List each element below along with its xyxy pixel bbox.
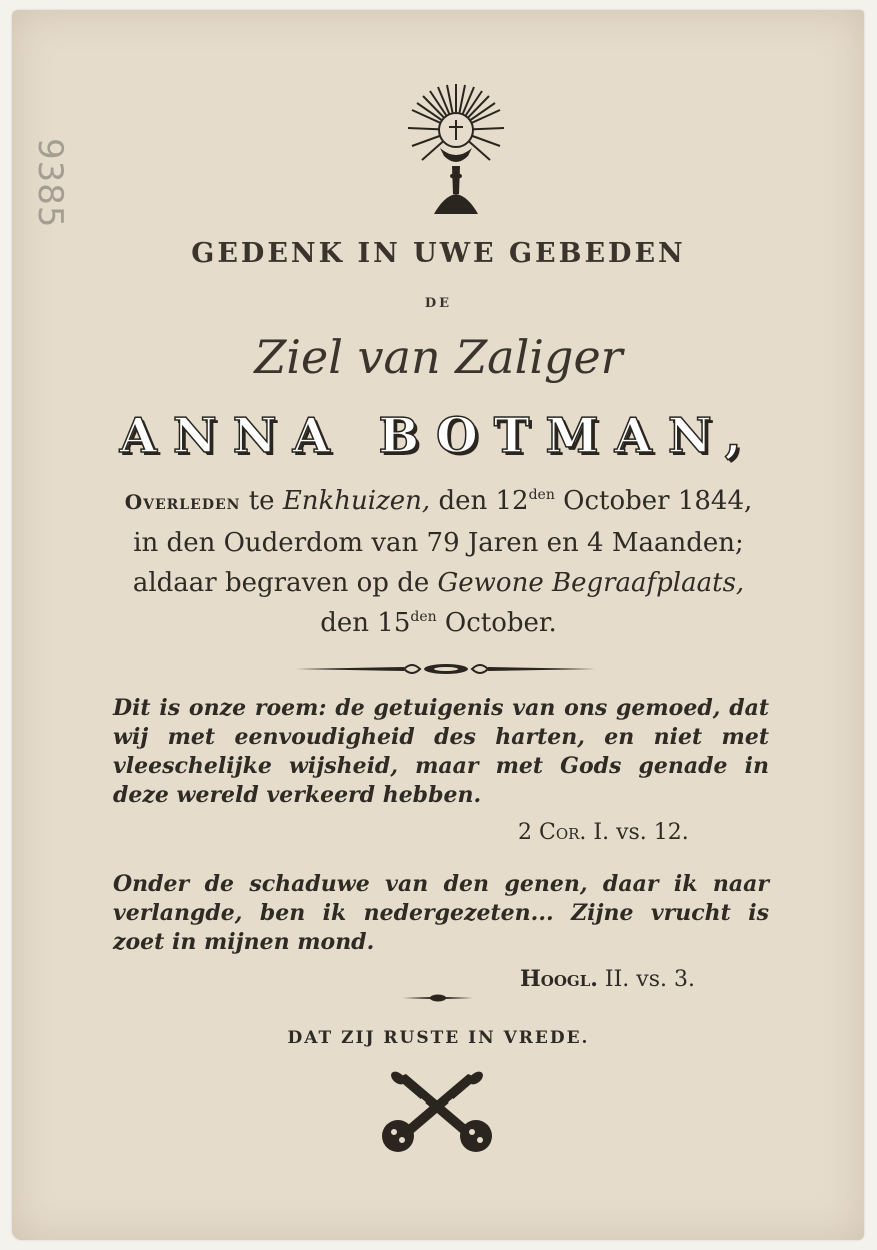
scripture-quote-2: Onder de schaduwe van den genen, daar ik naar verlangde, ben ik nedergezeten... Zijne vrucht is zoet in mijnen mond. xyxy=(113,871,769,955)
ref2-verse: II. vs. 3. xyxy=(597,967,695,992)
ref1-book: Cor. xyxy=(539,820,587,845)
age-line: in den Ouderdom van 79 Jaren en 4 Maanden; xyxy=(133,528,744,558)
burial-text: aldaar begraven op de xyxy=(132,568,438,598)
burial-place: Gewone Begraafplaats, xyxy=(437,568,745,598)
heading: GEDENK IN UWE GEBEDEN xyxy=(191,238,686,269)
monstrance-icon xyxy=(404,82,508,222)
ref2-book: Hoogl. xyxy=(520,966,598,992)
burial-day: den 15 xyxy=(320,608,411,638)
pencil-catalog-number: 9385 xyxy=(30,138,70,229)
death-day-suffix: den xyxy=(528,487,555,503)
scroll-divider-icon xyxy=(294,660,598,678)
burial-date-line xyxy=(0,608,877,638)
te-text: te xyxy=(240,486,283,516)
burial-day-suffix: den xyxy=(410,609,437,625)
closing-prayer: DAT ZIJ RUSTE IN VREDE. xyxy=(287,1028,590,1048)
died-label: Overleden xyxy=(124,490,241,514)
ref1-verse: I. vs. 12. xyxy=(586,820,689,845)
ref1-number: 2 xyxy=(518,820,539,845)
death-date: October 1844, xyxy=(554,486,753,516)
death-place: Enkhuizen, xyxy=(282,486,431,516)
scripture-ref-1 xyxy=(518,820,689,845)
burial-month: October. xyxy=(436,608,557,638)
article-de: DE xyxy=(424,296,453,311)
deceased-name: ANNA BOTMAN, xyxy=(119,408,758,464)
small-divider-icon xyxy=(402,992,474,1004)
death-day: den 12 xyxy=(430,486,529,516)
soul-of-deceased-heading: Ziel van Zaliger xyxy=(254,330,623,384)
scripture-ref-2 xyxy=(520,966,695,992)
burial-line xyxy=(0,568,877,598)
crossed-torches-icon xyxy=(376,1070,498,1154)
death-line xyxy=(0,486,877,516)
scripture-quote-1: Dit is onze roem: de getuigenis van ons gemoed, dat wij met eenvoudigheid des harten, en niet met vleeschelijke wijsheid, maar met Gods genade in deze wereld verkeerd hebben. xyxy=(113,695,769,808)
